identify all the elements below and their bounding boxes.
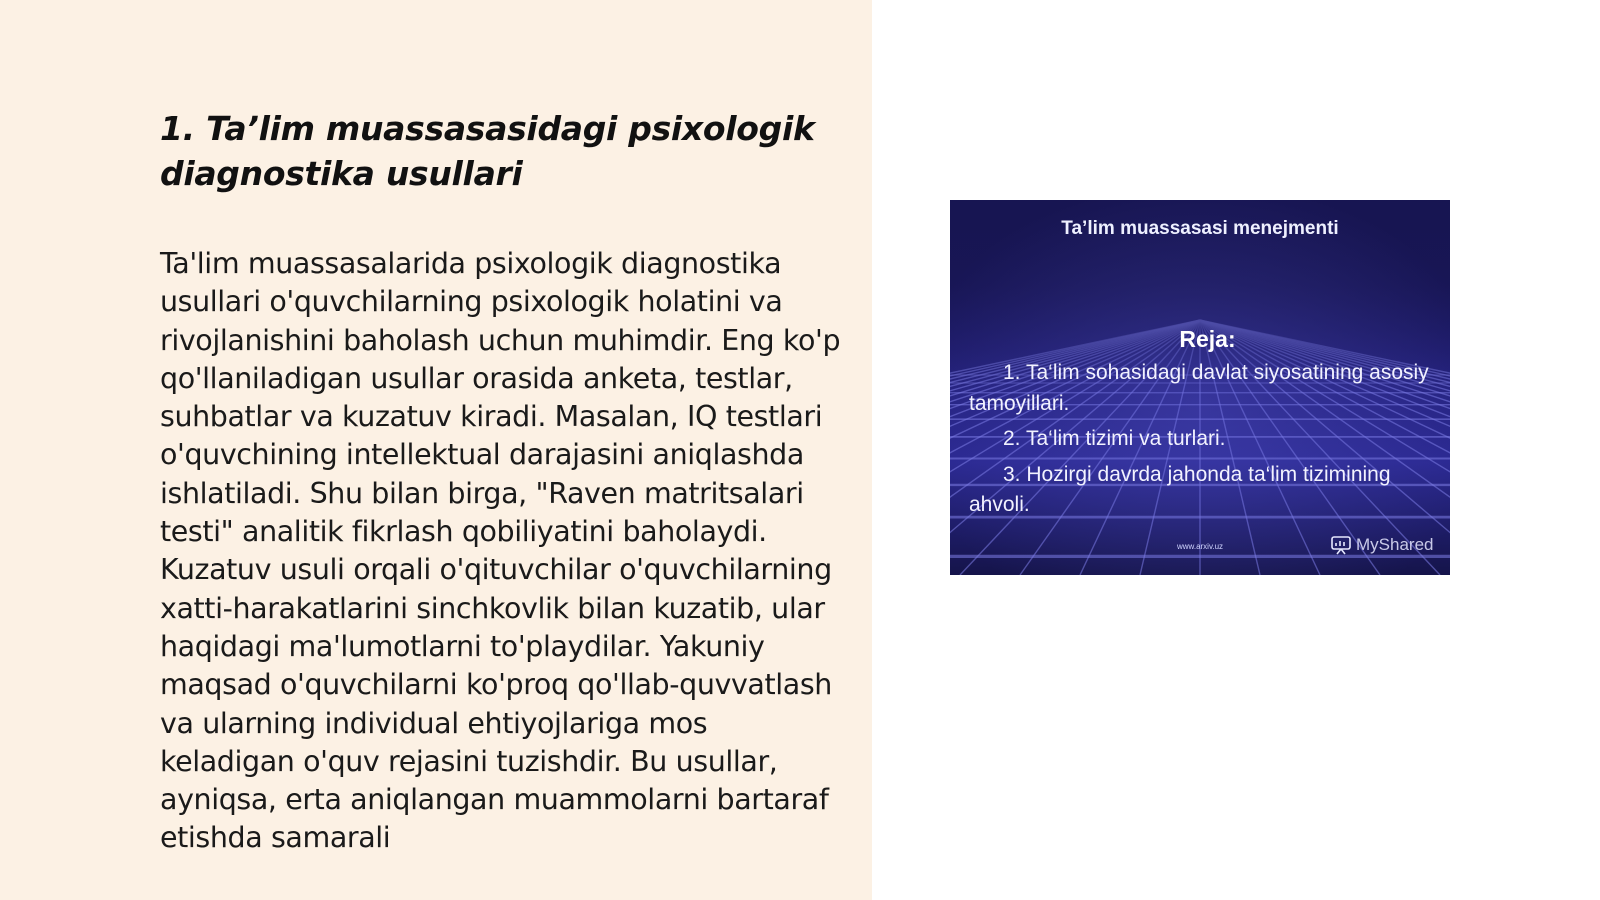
image-list-item: 2. Ta‘lim tizimi va turlari. xyxy=(1003,427,1226,450)
slide-image xyxy=(950,200,1450,575)
image-footer-url: www.arxiv.uz xyxy=(1176,542,1224,551)
myshared-logo-icon xyxy=(1330,535,1352,555)
slide-title: 1. Ta’lim muassasasidagi psixologik diagnostika usullari xyxy=(160,109,815,193)
image-list-item: 1. Ta‘lim sohasidagi davlat siyosatining asosiy tamoyillari. xyxy=(969,361,1429,415)
image-list-item: 3. Hozirgi davrda jahonda ta‘lim tizimining ahvoli. xyxy=(969,462,1391,516)
watermark xyxy=(1330,535,1433,555)
image-item-list xyxy=(969,358,1439,526)
watermark-text: MyShared xyxy=(1356,535,1434,554)
image-heading: Reja: xyxy=(1179,326,1236,352)
slide-body-text: Ta'lim muassasalarida psixologik diagnostika usullari o'quvchilarning psixologik holatini va rivojlanishini baholash uchun muhimdir. Eng ko'p qo'llaniladigan usullar orasida anketa, testlar, suhbatlar va kuzatuv kiradi. Masalan, IQ testlari o'quvchining intellektual darajasini aniqlashda ishlatiladi. Shu bilan birga, "Raven matritsalari testi" analitik fikrlash qobiliyatini baholaydi. Kuzatuv usuli orqali o'qituvchilar o'quvchilarning xatti-harakatlarini sinchkovlik bilan kuzatib, ular haqidagi ma'lumotlarni to'playdilar. Yakuniy maqsad o'quvchilarni ko'proq qo'llab-quvvatlash va ularning individual ehtiyojlariga mos keladigan o'quv rejasini tuzishdir. Bu usullar, ayniqsa, erta aniqlangan muammolarni bartaraf etishda samarali xyxy=(160,247,841,855)
image-title: Ta’lim muassasasi menejmenti xyxy=(1061,218,1339,239)
